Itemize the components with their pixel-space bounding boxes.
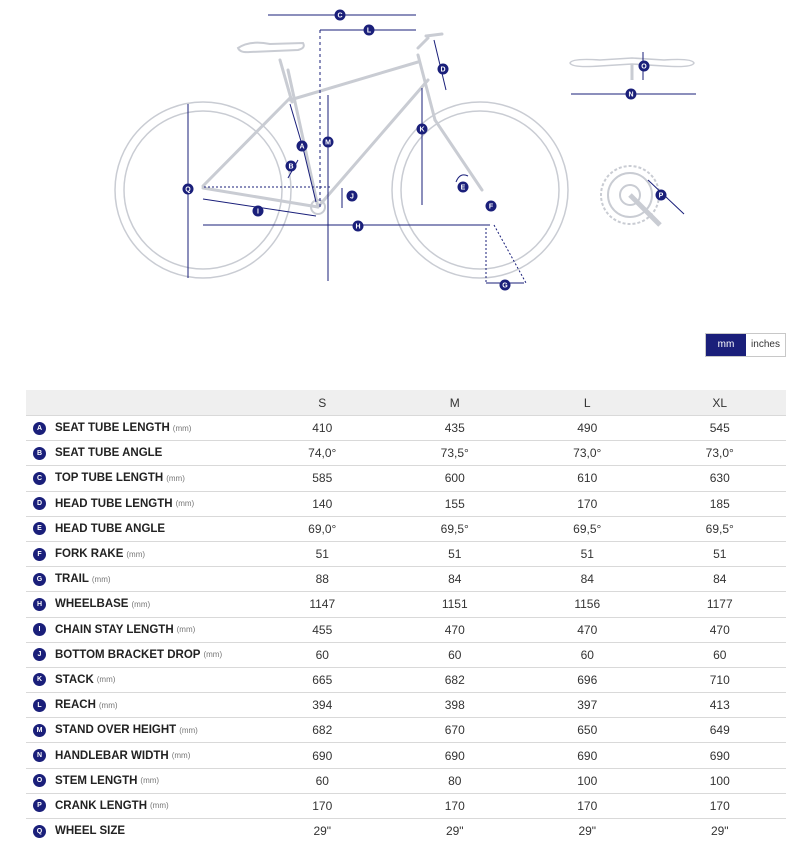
measurement-name: BOTTOM BRACKET DROP — [55, 648, 201, 661]
diagram-marker-n — [626, 89, 637, 100]
measurement-name-cell — [26, 516, 256, 541]
measurement-letter-badge: J — [33, 648, 46, 661]
measurement-value: 397 — [521, 693, 654, 718]
measurement-letter-badge: N — [33, 749, 46, 762]
measurement-value: 170 — [389, 793, 522, 818]
diagram-marker-h — [353, 221, 364, 232]
measurement-letter-badge: Q — [33, 825, 46, 838]
measurement-value: 470 — [521, 617, 654, 642]
diagram-marker-a — [297, 141, 308, 152]
measurement-name-cell — [26, 592, 256, 617]
diagram-marker-label: J — [350, 193, 354, 201]
measurement-name-cell — [26, 693, 256, 718]
measurement-value: 51 — [654, 541, 787, 566]
measurement-name-cell — [26, 617, 256, 642]
measurement-unit: (mm) — [175, 499, 195, 509]
rear-wheel — [115, 102, 294, 278]
measurement-value: 649 — [654, 718, 787, 743]
header-size-m: M — [389, 390, 522, 416]
measurement-unit: (mm) — [131, 599, 151, 609]
diagram-marker-p — [656, 190, 667, 201]
measurement-value: 490 — [521, 416, 654, 441]
diagram-marker-m — [323, 137, 334, 148]
measurement-letter-badge: B — [33, 447, 46, 460]
measurement-value: 73,0° — [521, 441, 654, 466]
measurement-value: 29" — [521, 819, 654, 844]
measurement-letter-badge: I — [33, 623, 46, 636]
measurement-unit: (mm) — [172, 423, 192, 433]
diagram-marker-i — [253, 206, 264, 217]
diagram-marker-q — [183, 184, 194, 195]
measurement-name-cell — [26, 667, 256, 692]
measurement-unit: (mm) — [96, 675, 116, 685]
measurement-letter-badge: H — [33, 598, 46, 611]
measurement-letter-badge: A — [33, 422, 46, 435]
measurement-value: 73,0° — [654, 441, 787, 466]
diagram-marker-l — [364, 25, 375, 36]
table-row — [26, 592, 786, 617]
measurement-value: 170 — [521, 793, 654, 818]
measurement-value: 140 — [256, 491, 389, 516]
measurement-name-cell — [26, 567, 256, 592]
table-row — [26, 718, 786, 743]
diagram-marker-d — [438, 64, 449, 75]
measurement-value: 88 — [256, 567, 389, 592]
geometry-table — [26, 390, 786, 843]
measurement-letter-badge: G — [33, 573, 46, 586]
measurement-value: 600 — [389, 466, 522, 491]
diagram-marker-b — [286, 161, 297, 172]
table-row — [26, 617, 786, 642]
header-size-xl: XL — [654, 390, 787, 416]
diagram-marker-label: F — [488, 203, 494, 211]
measurement-unit: (mm) — [176, 625, 196, 635]
header-size-s: S — [256, 390, 389, 416]
table-row — [26, 642, 786, 667]
measurement-value: 1147 — [256, 592, 389, 617]
measurement-value: 682 — [256, 718, 389, 743]
measurement-name-cell — [26, 416, 256, 441]
measurement-value: 610 — [521, 466, 654, 491]
diagram-marker-e — [458, 182, 469, 193]
header-size-l: L — [521, 390, 654, 416]
measurement-value: 84 — [521, 567, 654, 592]
measurement-value: 1177 — [654, 592, 787, 617]
measurement-unit: (mm) — [126, 549, 146, 559]
diagram-marker-label: O — [641, 63, 647, 71]
measurement-value: 1151 — [389, 592, 522, 617]
measurement-name: SEAT TUBE LENGTH — [55, 422, 170, 435]
measurement-value: 690 — [256, 743, 389, 768]
measurement-name-cell — [26, 441, 256, 466]
measurement-value: 155 — [389, 491, 522, 516]
measurement-value: 410 — [256, 416, 389, 441]
measurement-value: 1156 — [521, 592, 654, 617]
measurement-unit: (mm) — [166, 473, 185, 483]
measurement-letter-badge: C — [33, 472, 46, 485]
diagram-marker-g — [500, 280, 511, 291]
measurement-value: 29" — [256, 819, 389, 844]
table-row — [26, 541, 786, 566]
diagram-marker-label: L — [366, 27, 372, 35]
measurement-value: 696 — [521, 667, 654, 692]
table-row — [26, 516, 786, 541]
measurement-name: CHAIN STAY LENGTH — [55, 623, 174, 636]
measurement-name: REACH — [55, 699, 96, 712]
saddle — [238, 43, 304, 53]
measurement-unit: (mm) — [150, 801, 169, 811]
diagram-marker-label: G — [502, 282, 508, 290]
unit-mm-button[interactable]: mm — [706, 334, 746, 356]
measurement-value: 682 — [389, 667, 522, 692]
measurement-value: 170 — [256, 793, 389, 818]
measurement-letter-badge: F — [33, 548, 46, 561]
measurement-name-cell — [26, 466, 256, 491]
diagram-marker-label: Q — [185, 186, 191, 194]
measurement-unit: (mm) — [179, 725, 198, 735]
measurement-value: 710 — [654, 667, 787, 692]
handlebar-detail — [570, 52, 696, 94]
diagram-marker-label: M — [325, 139, 331, 147]
table-header-row — [26, 390, 786, 416]
measurement-value: 470 — [389, 617, 522, 642]
diagram-marker-f — [486, 201, 497, 212]
measurement-value: 60 — [256, 768, 389, 793]
measurement-value: 170 — [521, 491, 654, 516]
unit-toggle — [705, 333, 786, 357]
measurement-value: 60 — [256, 642, 389, 667]
measurement-value: 435 — [389, 416, 522, 441]
measurement-value: 29" — [389, 819, 522, 844]
bike-geometry-diagram — [0, 0, 806, 320]
measurement-value: 185 — [654, 491, 787, 516]
measurement-value: 100 — [521, 768, 654, 793]
measurement-value: 650 — [521, 718, 654, 743]
diagram-marker-label: C — [337, 12, 343, 20]
measurement-name-cell — [26, 642, 256, 667]
diagram-marker-label: D — [440, 66, 446, 74]
table-row — [26, 819, 786, 844]
measurement-letter-badge: P — [33, 799, 46, 812]
table-row — [26, 768, 786, 793]
measurement-value: 665 — [256, 667, 389, 692]
diagram-marker-o — [639, 61, 650, 72]
measurement-value: 60 — [654, 642, 787, 667]
measurement-value: 630 — [654, 466, 787, 491]
measurement-value: 73,5° — [389, 441, 522, 466]
measurement-name: TRAIL — [55, 573, 89, 586]
measurement-value: 585 — [256, 466, 389, 491]
table-row — [26, 567, 786, 592]
measurement-value: 69,5° — [389, 516, 522, 541]
measurement-name-cell — [26, 718, 256, 743]
measurement-name: HEAD TUBE LENGTH — [55, 497, 173, 510]
header-blank — [26, 390, 256, 416]
diagram-marker-label: E — [460, 184, 466, 192]
measurement-name-cell — [26, 793, 256, 818]
measurement-value: 60 — [521, 642, 654, 667]
measurement-name: WHEEL SIZE — [55, 825, 126, 838]
measurement-name: STACK — [55, 673, 94, 686]
measurement-name: FORK RAKE — [55, 548, 124, 561]
crankset-detail — [601, 166, 684, 225]
diagram-marker-label: K — [419, 126, 425, 134]
measurement-letter-badge: E — [33, 522, 46, 535]
measurement-value: 51 — [256, 541, 389, 566]
measurement-value: 690 — [389, 743, 522, 768]
measurement-value: 69,5° — [521, 516, 654, 541]
table-row — [26, 667, 786, 692]
diagram-marker-k — [417, 124, 428, 135]
diagram-marker-c — [335, 10, 346, 21]
diagram-marker-label: P — [658, 192, 664, 200]
measurement-value: 690 — [654, 743, 787, 768]
measurement-value: 455 — [256, 617, 389, 642]
measurement-value: 51 — [521, 541, 654, 566]
measurement-name: TOP TUBE LENGTH — [55, 472, 164, 485]
measurement-letter-badge: M — [33, 724, 46, 737]
measurement-value: 84 — [654, 567, 787, 592]
diagram-marker-label: I — [257, 208, 259, 216]
measurement-value: 100 — [654, 768, 787, 793]
measurement-unit: (mm) — [171, 751, 191, 761]
measurement-value: 170 — [654, 793, 787, 818]
table-row — [26, 416, 786, 441]
measurement-value: 470 — [654, 617, 787, 642]
measurement-value: 69,0° — [256, 516, 389, 541]
measurement-name-cell — [26, 819, 256, 844]
measurement-value: 670 — [389, 718, 522, 743]
measurement-unit: (mm) — [203, 650, 223, 660]
table-row — [26, 441, 786, 466]
measurement-value: 29" — [654, 819, 787, 844]
measurement-name: HANDLEBAR WIDTH — [55, 749, 169, 762]
measurement-letter-badge: L — [33, 699, 46, 712]
measurement-name-cell — [26, 768, 256, 793]
measurement-unit: (mm) — [98, 700, 118, 710]
measurement-name: SEAT TUBE ANGLE — [55, 447, 163, 460]
measurement-value: 80 — [389, 768, 522, 793]
diagram-marker-j — [347, 191, 358, 202]
table-row — [26, 491, 786, 516]
bike-frame — [203, 34, 482, 207]
measurement-value: 394 — [256, 693, 389, 718]
table-row — [26, 466, 786, 491]
measurement-name: WHEELBASE — [55, 598, 129, 611]
unit-inches-button[interactable]: inches — [746, 334, 785, 356]
measurement-value: 545 — [654, 416, 787, 441]
diagram-marker-label: H — [355, 223, 361, 231]
measurement-name: STEM LENGTH — [55, 774, 138, 787]
measurement-value: 51 — [389, 541, 522, 566]
measurement-value: 690 — [521, 743, 654, 768]
diagram-marker-label: A — [299, 143, 305, 151]
measurement-name-cell — [26, 743, 256, 768]
measurement-letter-badge: O — [33, 774, 46, 787]
measurement-unit: (mm) — [91, 574, 111, 584]
measurement-value: 74,0° — [256, 441, 389, 466]
measurement-letter-badge: K — [33, 673, 46, 686]
measurement-value: 69,5° — [654, 516, 787, 541]
measurement-name-cell — [26, 541, 256, 566]
diagram-marker-label: N — [628, 91, 634, 99]
measurement-value: 60 — [389, 642, 522, 667]
table-row — [26, 693, 786, 718]
measurement-unit: (mm) — [140, 776, 160, 786]
measurement-name-cell — [26, 491, 256, 516]
measurement-name: HEAD TUBE ANGLE — [55, 522, 166, 535]
table-row — [26, 793, 786, 818]
measurement-letter-badge: D — [33, 497, 46, 510]
measurement-value: 413 — [654, 693, 787, 718]
measurement-value: 84 — [389, 567, 522, 592]
diagram-marker-label: B — [288, 163, 294, 171]
measurement-value: 398 — [389, 693, 522, 718]
table-row — [26, 743, 786, 768]
measurement-name: CRANK LENGTH — [55, 799, 147, 812]
measurement-name: STAND OVER HEIGHT — [55, 724, 177, 737]
